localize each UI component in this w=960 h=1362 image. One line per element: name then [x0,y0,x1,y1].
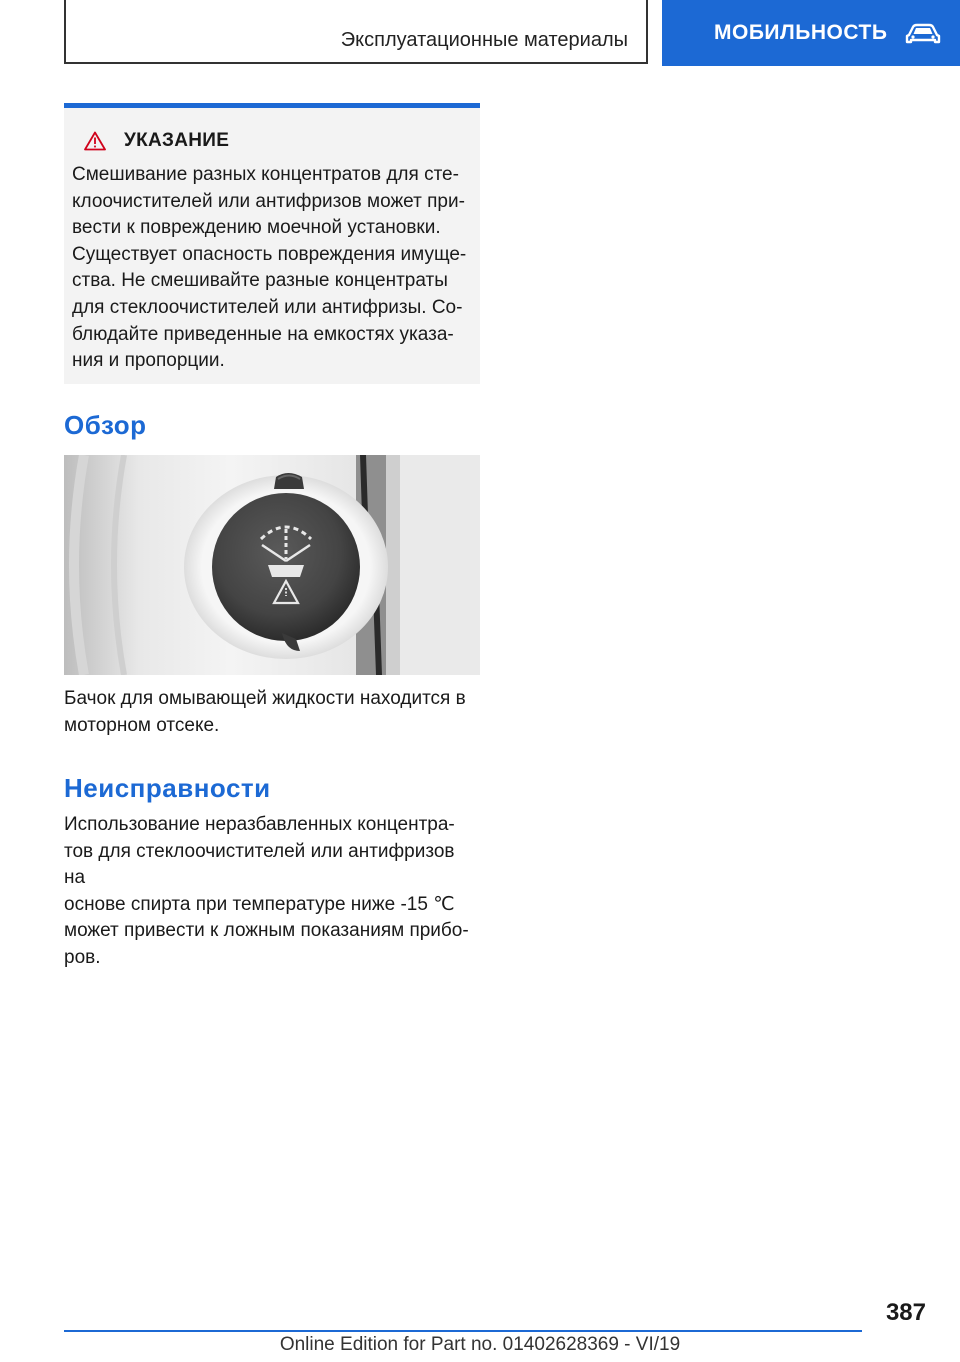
header-section-box [64,0,648,64]
washer-reservoir-photo [64,455,480,675]
text-line: основе спирта при температуре ниже -15 ℃ [64,893,455,915]
text-line: моторном отсеке. [64,714,220,736]
chapter-tab[interactable] [662,0,960,66]
chapter-title: МОБИЛЬНОСТЬ [714,21,888,44]
page-number: 387 [885,1299,926,1326]
text-line: Использование неразбавленных концентра- [64,814,455,835]
text-line: ния и пропорции. [72,350,225,372]
warning-text [72,162,472,375]
text-line: вести к повреждению моечной установки. [72,217,441,239]
text-line: Бачок для омывающей жидкости находится в [64,688,466,709]
faults-heading: Неисправности [64,773,271,803]
footer-divider [64,1330,862,1332]
warning-box [64,103,480,384]
edition-footer[interactable]: Online Edition for Part no. 01402628369 - VI/19 [279,1334,681,1355]
text-line: блюдайте приведенные на емкостях указа- [72,323,454,345]
warning-header [84,130,470,152]
warning-title: УКАЗАНИЕ [124,130,230,151]
text-line: для стеклоочистителей или антифризы. Со- [72,296,463,318]
text-line: может привести к ложным показаниям прибо- [64,920,469,942]
text-line: Смешивание разных концентратов для сте- [72,164,459,185]
overview-heading: Обзор [64,410,147,440]
section-title: Эксплуатационные материалы [340,29,628,51]
text-line: ров. [64,946,101,968]
faults-text [64,812,480,972]
text-line: Существует опасность повреждения имуще- [72,243,467,265]
photo-caption [64,686,480,739]
warning-triangle-icon [84,131,106,151]
text-line: ства. Не смешивайте разные концентраты [72,270,448,292]
text-line: тов для стеклоочистителей или антифризов на [64,840,455,889]
text-line: клоочистителей или антифризов может при- [72,190,465,212]
car-icon [903,21,943,45]
